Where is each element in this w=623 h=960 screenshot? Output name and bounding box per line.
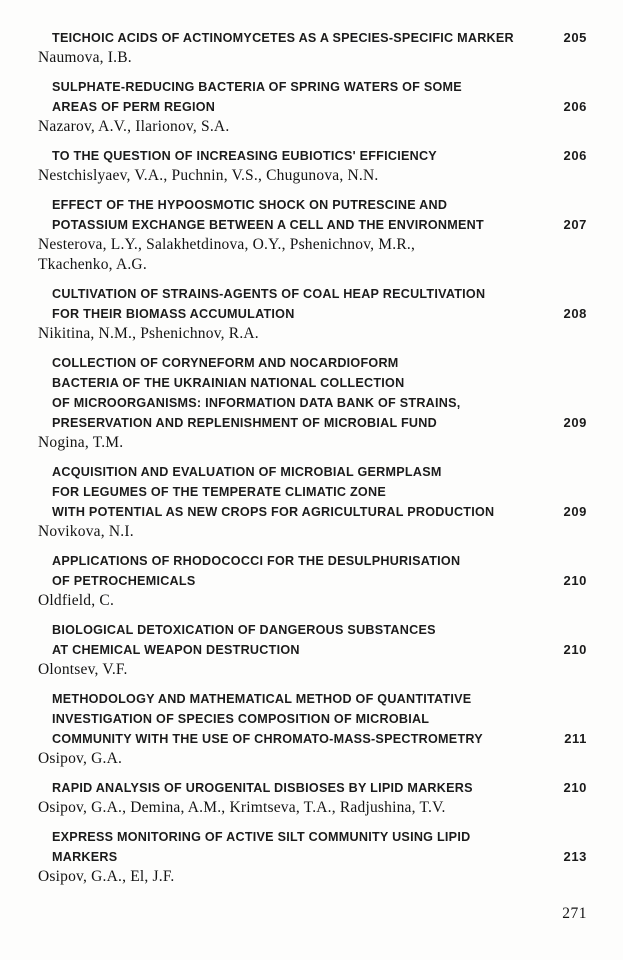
- entry-title-line: [38, 97, 587, 117]
- toc-entry: [38, 827, 587, 887]
- entry-authors: Nikitina, N.M., Pshenichnov, R.A.: [38, 325, 259, 342]
- entry-title-line: [38, 413, 587, 433]
- entry-title-line: [38, 571, 587, 591]
- entry-title-line: [38, 640, 587, 660]
- toc-entry: [38, 195, 587, 275]
- entry-title-text: OF PETROCHEMICALS: [52, 574, 196, 588]
- toc-entry: [38, 28, 587, 68]
- entry-title-line: [38, 462, 587, 482]
- toc-entry: [38, 689, 587, 769]
- entry-title-line: [38, 729, 587, 749]
- page-number-footer: 271: [562, 905, 587, 922]
- entry-title-text: INVESTIGATION OF SPECIES COMPOSITION OF MICROBIAL: [52, 712, 430, 726]
- entry-title-text: PRESERVATION AND REPLENISHMENT OF MICROBIAL FUND: [52, 416, 437, 430]
- entry-title-line: [38, 502, 587, 522]
- entry-authors: Osipov, G.A., Demina, A.M., Krimtseva, T.A., Radjushina, T.V.: [38, 799, 446, 816]
- entry-title-line: [38, 551, 587, 571]
- entry-title-text: EXPRESS MONITORING OF ACTIVE SILT COMMUNITY USING LIPID: [52, 830, 471, 844]
- entry-title-text: SULPHATE-REDUCING BACTERIA OF SPRING WATERS OF SOME: [52, 80, 462, 94]
- entry-title-text: WITH POTENTIAL AS NEW CROPS FOR AGRICULTURAL PRODUCTION: [52, 505, 495, 519]
- entry-title-line: [38, 353, 587, 373]
- toc-entry: [38, 551, 587, 611]
- entry-title-text: COMMUNITY WITH THE USE OF CHROMATO-MASS-SPECTROMETRY: [52, 732, 483, 746]
- toc-entry: [38, 462, 587, 542]
- entry-title-line: [38, 304, 587, 324]
- entry-title-line: [38, 284, 587, 304]
- entry-title-text: CULTIVATION OF STRAINS-AGENTS OF COAL HEAP RECULTIVATION: [52, 287, 486, 301]
- toc-entry: [38, 77, 587, 137]
- entry-title-text: AREAS OF PERM REGION: [52, 100, 216, 114]
- entry-page-number: 206: [563, 148, 587, 163]
- entry-page-number: 213: [563, 849, 587, 864]
- entry-title-text: MARKERS: [52, 850, 118, 864]
- entry-authors: Nazarov, A.V., Ilarionov, S.A.: [38, 118, 230, 135]
- entry-title-text: FOR THEIR BIOMASS ACCUMULATION: [52, 307, 295, 321]
- entry-authors: Olontsev, V.F.: [38, 661, 128, 678]
- entry-title-line: [38, 709, 587, 729]
- entry-authors: Tkachenko, A.G.: [38, 256, 147, 273]
- entry-title-text: COLLECTION OF CORYNEFORM AND NOCARDIOFORM: [52, 356, 399, 370]
- entry-title-text: RAPID ANALYSIS OF UROGENITAL DISBIOSES BY LIPID MARKERS: [52, 781, 473, 795]
- entry-title-line: [38, 215, 587, 235]
- entry-title-text: POTASSIUM EXCHANGE BETWEEN A CELL AND THE ENVIRONMENT: [52, 218, 484, 232]
- entry-title-text: FOR LEGUMES OF THE TEMPERATE CLIMATIC ZONE: [52, 485, 386, 499]
- entry-page-number: 208: [563, 306, 587, 321]
- entry-authors: Nesterova, L.Y., Salakhetdinova, O.Y., Pshenichnov, M.R.,: [38, 236, 416, 253]
- toc-entry: [38, 146, 587, 186]
- entry-authors: Naumova, I.B.: [38, 49, 132, 66]
- entry-page-number: 205: [563, 30, 587, 45]
- entry-title-line: [38, 28, 587, 48]
- entry-page-number: 209: [563, 504, 587, 519]
- entry-title-text: AT CHEMICAL WEAPON DESTRUCTION: [52, 643, 300, 657]
- entry-title-line: [38, 689, 587, 709]
- entry-title-line: [38, 373, 587, 393]
- entry-title-text: EFFECT OF THE HYPOOSMOTIC SHOCK ON PUTRESCINE AND: [52, 198, 448, 212]
- entry-title-line: [38, 195, 587, 215]
- entry-page-number: 206: [563, 99, 587, 114]
- entry-title-line: [38, 778, 587, 798]
- entry-title-line: [38, 827, 587, 847]
- entry-page-number: 207: [563, 217, 587, 232]
- toc-entry: [38, 778, 587, 818]
- entry-authors: Nestchislyaev, V.A., Puchnin, V.S., Chugunova, N.N.: [38, 167, 379, 184]
- entry-authors: Osipov, G.A., El, J.F.: [38, 868, 175, 885]
- entry-title-text: BIOLOGICAL DETOXICATION OF DANGEROUS SUBSTANCES: [52, 623, 436, 637]
- entry-page-number: 211: [564, 731, 587, 746]
- entry-page-number: 210: [563, 780, 587, 795]
- entry-authors: Novikova, N.I.: [38, 523, 134, 540]
- toc-entry: [38, 620, 587, 680]
- entry-title-line: [38, 77, 587, 97]
- entry-authors: Oldfield, C.: [38, 592, 115, 609]
- entry-title-line: [38, 847, 587, 867]
- entry-page-number: 210: [563, 642, 587, 657]
- toc-entry: [38, 353, 587, 453]
- toc-entry: [38, 284, 587, 344]
- entry-title-text: ACQUISITION AND EVALUATION OF MICROBIAL GERMPLASM: [52, 465, 442, 479]
- entry-title-text: OF MICROORGANISMS: INFORMATION DATA BANK OF STRAINS,: [52, 396, 461, 410]
- entry-title-text: APPLICATIONS OF RHODOCOCCI FOR THE DESULPHURISATION: [52, 554, 461, 568]
- entry-authors: Nogina, T.M.: [38, 434, 124, 451]
- entry-page-number: 209: [563, 415, 587, 430]
- entry-page-number: 210: [563, 573, 587, 588]
- entry-authors: Osipov, G.A.: [38, 750, 123, 767]
- entry-title-text: TO THE QUESTION OF INCREASING EUBIOTICS' EFFICIENCY: [52, 149, 437, 163]
- entry-title-line: [38, 393, 587, 413]
- entry-title-text: BACTERIA OF THE UKRAINIAN NATIONAL COLLECTION: [52, 376, 405, 390]
- entry-title-text: METHODOLOGY AND MATHEMATICAL METHOD OF QUANTITATIVE: [52, 692, 472, 706]
- entry-title-line: [38, 620, 587, 640]
- entry-title-line: [38, 482, 587, 502]
- entry-title-line: [38, 146, 587, 166]
- entry-title-text: TEICHOIC ACIDS OF ACTINOMYCETES AS A SPECIES-SPECIFIC MARKER: [52, 31, 514, 45]
